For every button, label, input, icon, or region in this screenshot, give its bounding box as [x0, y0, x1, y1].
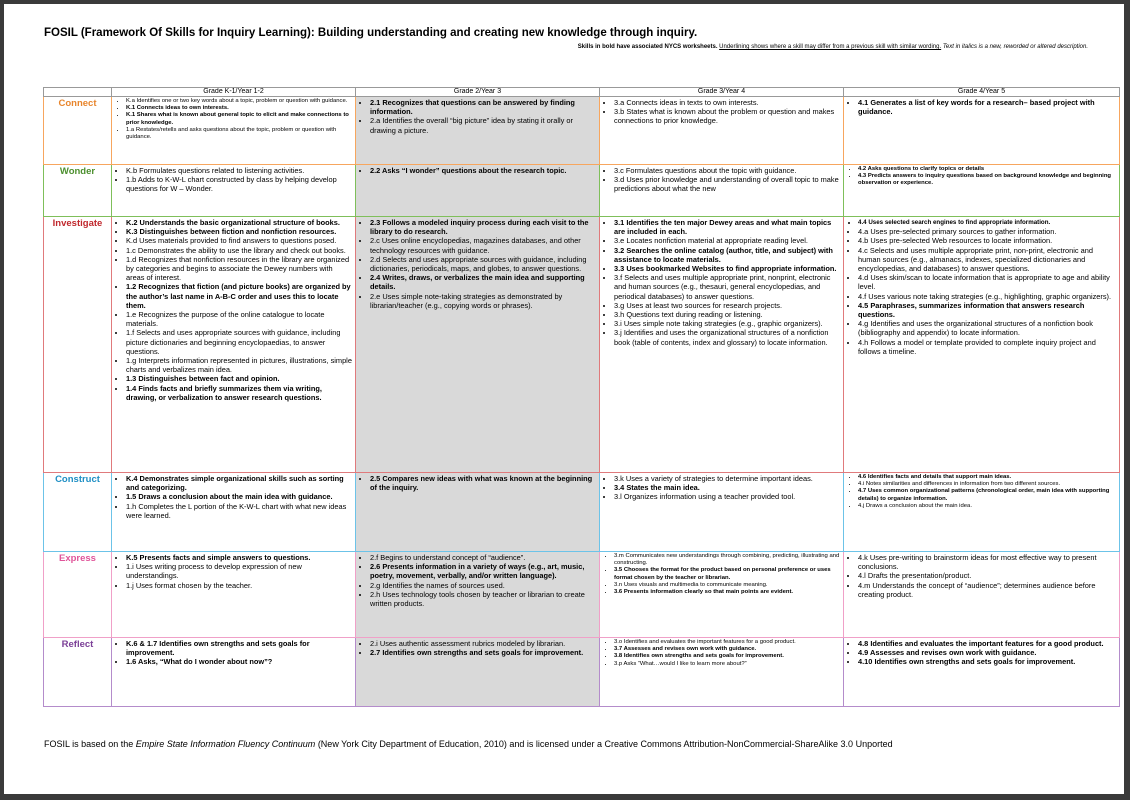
skill-item: • 2.a Identifies the overall “big picture” idea by stating it orally or drawing a picture. [370, 116, 597, 134]
page-title: FOSIL (Framework Of Skills for Inquiry Learning): Building understanding and creating new knowledge through inquiry. [44, 27, 698, 39]
skill-cell [844, 97, 1120, 165]
skill-item: • 2.7 Identifies own strengths and sets goals for improvement. [370, 648, 597, 657]
skill-item: • K.1 Connects ideas to own interests. [126, 105, 353, 112]
skill-item: • 1.a Restates/retells and asks questions about the topic, problem or question with guidance. [126, 127, 353, 141]
skill-cell [844, 217, 1120, 473]
skill-item: • 3.d Uses prior knowledge and understanding of overall topic to make predictions about what the new [614, 175, 841, 193]
skill-item: • 1.d Recognizes that nonfiction resources in the library are organized by categories and begins to associate the Dewey numbers with areas of interest. [126, 255, 353, 283]
skill-cell [112, 638, 356, 707]
skill-list [846, 639, 1117, 667]
skill-cell [356, 97, 600, 165]
skill-cell [844, 165, 1120, 217]
footer-text-1: FOSIL is based on the [44, 739, 136, 749]
skill-list [846, 98, 1117, 116]
skill-item: • 4.g Identifies and uses the organizational structures of a nonfiction book (bibliography and appendix) to locate information. [858, 319, 1117, 337]
skill-item: • 4.c Selects and uses multiple appropriate print, non-print, electronic and human sources (e.g., almanacs, indexes, specialized dictionaries and encyclopedias, and databases) to answer questions. [858, 246, 1117, 274]
skill-item: • 3.l Organizes information using a teacher provided tool. [614, 492, 841, 501]
skill-item: • 4.8 Identifies and evaluates the important features for a good product. [858, 639, 1117, 648]
skill-item: • K.1 Shares what is known about general topic to elicit and make connections to prior knowledge. [126, 112, 353, 126]
skill-item: • 4.b Uses pre-selected Web resources to locate information. [858, 236, 1117, 245]
skill-list [358, 474, 597, 492]
skills-table [43, 87, 1120, 707]
skill-item: • 4.d Uses skim/scan to locate information that is appropriate to age and ability level. [858, 273, 1117, 291]
skill-item: • 4.k Uses pre-writing to brainstorm ideas for most effective way to present conclusions. [858, 553, 1117, 571]
skill-item: • 3.1 Identifies the ten major Dewey areas and what main topics are included in each. [614, 218, 841, 236]
skill-cell [600, 473, 844, 552]
skill-list [846, 553, 1117, 599]
skill-item: • 2.2 Asks “I wonder” questions about the research topic. [370, 166, 597, 175]
skill-item: • 3.6 Presents information clearly so that main points are evident. [614, 589, 841, 596]
skill-list [114, 639, 353, 667]
skill-item: • 3.o Identifies and evaluates the important features for a good product. [614, 639, 841, 646]
stage-label: Express [44, 552, 112, 638]
skill-item: • 2.g Identifies the names of sources used. [370, 581, 597, 590]
skill-list [358, 218, 597, 310]
footer-license [44, 739, 893, 749]
skill-item: • 3.8 Identifies own strengths and sets goals for improvement. [614, 653, 841, 660]
skill-cell [600, 97, 844, 165]
column-header: Grade 3/Year 4 [600, 88, 844, 97]
skill-item: • 4.7 Uses common organizational patterns (chronological order, main idea with supporting details) to organize information. [858, 488, 1117, 502]
column-header: Grade 2/Year 3 [356, 88, 600, 97]
skill-item: • 2.e Uses simple note-taking strategies as demonstrated by librarian/teacher (e.g., copying words or phrases). [370, 292, 597, 310]
skill-list [114, 218, 353, 402]
skill-item: • K.4 Demonstrates simple organizational skills such as sorting and categorizing. [126, 474, 353, 492]
document-page [4, 4, 1124, 794]
skill-item: • 1.6 Asks, “What do I wonder about now”? [126, 657, 353, 666]
skill-item: • 1.g Interprets information represented in pictures, illustrations, simple charts and verbalizes main idea. [126, 356, 353, 374]
skill-item: • 2.3 Follows a modeled inquiry process during each visit to the library to do research. [370, 218, 597, 236]
skill-list [602, 639, 841, 668]
skill-item: • 1.4 Finds facts and briefly summarizes them via writing, drawing, or verbalization to answer research questions. [126, 384, 353, 402]
skill-list [846, 218, 1117, 356]
note-italic: Text in italics is a new, reworded or altered description. [942, 44, 1088, 50]
skill-item: • 3.n Uses visuals and multimedia to communicate meaning. [614, 582, 841, 589]
skill-item: • 3.3 Uses bookmarked Websites to find appropriate information. [614, 264, 841, 273]
skill-item: • 3.f Selects and uses multiple appropriate print, nonprint, electronic and human sources (e.g., thesauri, general encyclopedias, and periodical databases) to answer questions. [614, 273, 841, 301]
skill-item: • 4.5 Paraphrases, summarizes information that answers research questions. [858, 301, 1117, 319]
stage-row-reflect [44, 638, 1120, 707]
skill-item: • 4.3 Predicts answers to inquiry questions based on background knowledge and beginning observation or experience. [858, 173, 1117, 187]
skill-item: • 1.3 Distinguishes between fact and opinion. [126, 374, 353, 383]
skill-item: • 2.f Begins to understand concept of “audience”. [370, 553, 597, 562]
stage-row-wonder [44, 165, 1120, 217]
footer-source-title: Empire State Information Fluency Continuum [135, 739, 316, 749]
skill-list [602, 218, 841, 347]
skill-list [358, 639, 597, 657]
skill-item: • 2.h Uses technology tools chosen by teacher or librarian to create written products. [370, 590, 597, 608]
skill-item: • K.b Formulates questions related to listening activities. [126, 166, 353, 175]
stage-row-construct [44, 473, 1120, 552]
skill-item: • 4.h Follows a model or template provided to complete inquiry project and follows a timeline. [858, 338, 1117, 356]
skill-item: • K.3 Distinguishes between fiction and nonfiction resources. [126, 227, 353, 236]
skill-cell [356, 165, 600, 217]
skill-item: • 3.m Communicates new understandings through combining, predicting, illustrating and constructing. [614, 553, 841, 567]
skill-cell [112, 97, 356, 165]
skill-item: • 3.b States what is known about the problem or question and makes connections to prior knowledge. [614, 107, 841, 125]
skill-item: • 3.5 Chooses the format for the product based on personal preference or uses format chosen by the teacher or librarian. [614, 567, 841, 581]
skill-cell [356, 473, 600, 552]
skill-item: • 4.1 Generates a list of key words for a research– based project with guidance. [858, 98, 1117, 116]
skill-cell [600, 165, 844, 217]
skill-item: • 2.5 Compares new ideas with what was known at the beginning of the inquiry. [370, 474, 597, 492]
skill-list [602, 553, 841, 596]
skill-item: • 2.d Selects and uses appropriate sources with guidance, including dictionaries, periodicals, maps, and globes, to answer questions. [370, 255, 597, 273]
skill-item: • 3.k Uses a variety of strategies to determine important ideas. [614, 474, 841, 483]
skill-item: • K.5 Presents facts and simple answers to questions. [126, 553, 353, 562]
skill-list [602, 98, 841, 126]
skill-item: • 3.a Connects ideas in texts to own interests. [614, 98, 841, 107]
skill-list [114, 474, 353, 520]
skill-item: • 2.1 Recognizes that questions can be answered by finding information. [370, 98, 597, 116]
skill-list [114, 98, 353, 141]
note-underline: Underlining shows where a skill may differ from a previous skill with similar wording. [719, 44, 942, 50]
skill-cell [356, 552, 600, 638]
skill-item: • 1.e Recognizes the purpose of the online catalogue to locate materials. [126, 310, 353, 328]
column-header: Grade 4/Year 5 [844, 88, 1120, 97]
skill-item: • K.d Uses materials provided to find answers to questions posed. [126, 236, 353, 245]
skill-item: • 3.e Locates nonfiction material at appropriate reading level. [614, 236, 841, 245]
skill-list [846, 474, 1117, 510]
skill-cell [112, 165, 356, 217]
stage-label: Connect [44, 97, 112, 165]
skill-cell [600, 552, 844, 638]
skill-item: • 3.c Formulates questions about the topic with guidance. [614, 166, 841, 175]
skill-item: • 1.5 Draws a conclusion about the main idea with guidance. [126, 492, 353, 501]
stage-row-express [44, 552, 1120, 638]
skill-item: • 4.m Understands the concept of “audience”; determines audience before creating product. [858, 581, 1117, 599]
skill-item: • 3.4 States the main idea. [614, 483, 841, 492]
stage-row-investigate [44, 217, 1120, 473]
stage-label: Reflect [44, 638, 112, 707]
skill-item: • 3.g Uses at least two sources for research projects. [614, 301, 841, 310]
skill-item: • 4.10 Identifies own strengths and sets goals for improvement. [858, 657, 1117, 666]
skill-item: • 1.c Demonstrates the ability to use the library and check out books. [126, 246, 353, 255]
skill-cell [600, 217, 844, 473]
skill-item: • 4.i Notes similarities and differences in information from two different sources. [858, 481, 1117, 488]
skill-item: • 1.2 Recognizes that fiction (and picture books) are organized by the author’s last name in A-B-C order and uses this to locate them. [126, 282, 353, 310]
footer-text-2: (New York City Department of Education, 2010) and is licensed under a Creative Commons Attribution-NonCommercial-ShareAlike 3.0 Unported [315, 739, 893, 749]
skill-item: • 4.f Uses various note taking strategies (e.g., highlighting, graphic organizers). [858, 292, 1117, 301]
skill-item: • 3.i Uses simple note taking strategies (e.g., graphic organizers). [614, 319, 841, 328]
skill-cell [356, 217, 600, 473]
skill-item: • 1.b Adds to K-W-L chart constructed by class by helping develop questions for W – Wonder. [126, 175, 353, 193]
skill-item: • 3.j Identifies and uses the organizational structures of a nonfiction book (table of contents, index and glossary) to locate information. [614, 328, 841, 346]
skill-item: • 4.4 Uses selected search engines to find appropriate information. [858, 218, 1117, 227]
skill-item: • 3.2 Searches the online catalog (author, title, and subject) with assistance to locate materials. [614, 246, 841, 264]
skill-item: • 1.h Completes the L portion of the K-W-L chart with what new ideas were learned. [126, 502, 353, 520]
skill-item: • 4.6 Identifies facts and details that support main ideas. [858, 474, 1117, 481]
skill-list [114, 166, 353, 194]
skill-item: • 2.c Uses online encyclopedias, magazines databases, and other technology resources with guidance. [370, 236, 597, 254]
skill-list [114, 553, 353, 590]
skill-list [846, 166, 1117, 188]
skill-cell [844, 473, 1120, 552]
skill-item: • 2.i Uses authentic assessment rubrics modeled by librarian. [370, 639, 597, 648]
skill-item: • K.a Identifies one or two key words about a topic, problem or question with guidance. [126, 98, 353, 105]
skill-item: • K.6 & 1.7 Identifies own strengths and sets goals for improvement. [126, 639, 353, 657]
skill-item: • 2.6 Presents information in a variety of ways (e.g., art, music, poetry, movement, verbally, and/or written language). [370, 562, 597, 580]
stage-label: Wonder [44, 165, 112, 217]
skill-item: • 1.f Selects and uses appropriate sources with guidance, including picture dictionaries and beginning encyclopaedias, to answer questions. [126, 328, 353, 356]
legend-note [578, 44, 1088, 50]
skill-item: • 4.l Drafts the presentation/product. [858, 571, 1117, 580]
skill-list [602, 474, 841, 502]
table-body [44, 97, 1120, 707]
stage-label: Construct [44, 473, 112, 552]
skill-cell [112, 552, 356, 638]
skill-item: • 1.i Uses writing process to develop expression of new understandings. [126, 562, 353, 580]
skill-item: • 3.7 Assesses and revises own work with guidance. [614, 646, 841, 653]
skill-cell [844, 552, 1120, 638]
skill-item: • 1.j Uses format chosen by the teacher. [126, 581, 353, 590]
skill-list [358, 166, 597, 175]
skill-item: • 2.4 Writes, draws, or verbalizes the main idea and supporting details. [370, 273, 597, 291]
skill-item: • K.2 Understands the basic organizational structure of books. [126, 218, 353, 227]
skill-cell [112, 217, 356, 473]
skill-list [358, 553, 597, 608]
skill-list [358, 98, 597, 135]
skill-item: • 4.a Uses pre-selected primary sources to gather information. [858, 227, 1117, 236]
skill-cell [600, 638, 844, 707]
corner-cell [44, 88, 112, 97]
skill-cell [844, 638, 1120, 707]
skill-item: • 4.2 Asks questions to clarify topics or details [858, 166, 1117, 173]
stage-label: Investigate [44, 217, 112, 473]
skill-item: • 4.j Draws a conclusion about the main idea. [858, 503, 1117, 510]
skill-item: • 3.h Questions text during reading or listening. [614, 310, 841, 319]
column-header: Grade K-1/Year 1-2 [112, 88, 356, 97]
skill-cell [112, 473, 356, 552]
skill-item: • 4.9 Assesses and revises own work with guidance. [858, 648, 1117, 657]
skill-list [602, 166, 841, 194]
note-bold: Skills in bold have associated NYCS worksheets. [577, 44, 718, 50]
skill-cell [356, 638, 600, 707]
stage-row-connect [44, 97, 1120, 165]
skill-item: • 3.p Asks “What…would I like to learn more about?” [614, 661, 841, 668]
header-row [44, 88, 1120, 97]
